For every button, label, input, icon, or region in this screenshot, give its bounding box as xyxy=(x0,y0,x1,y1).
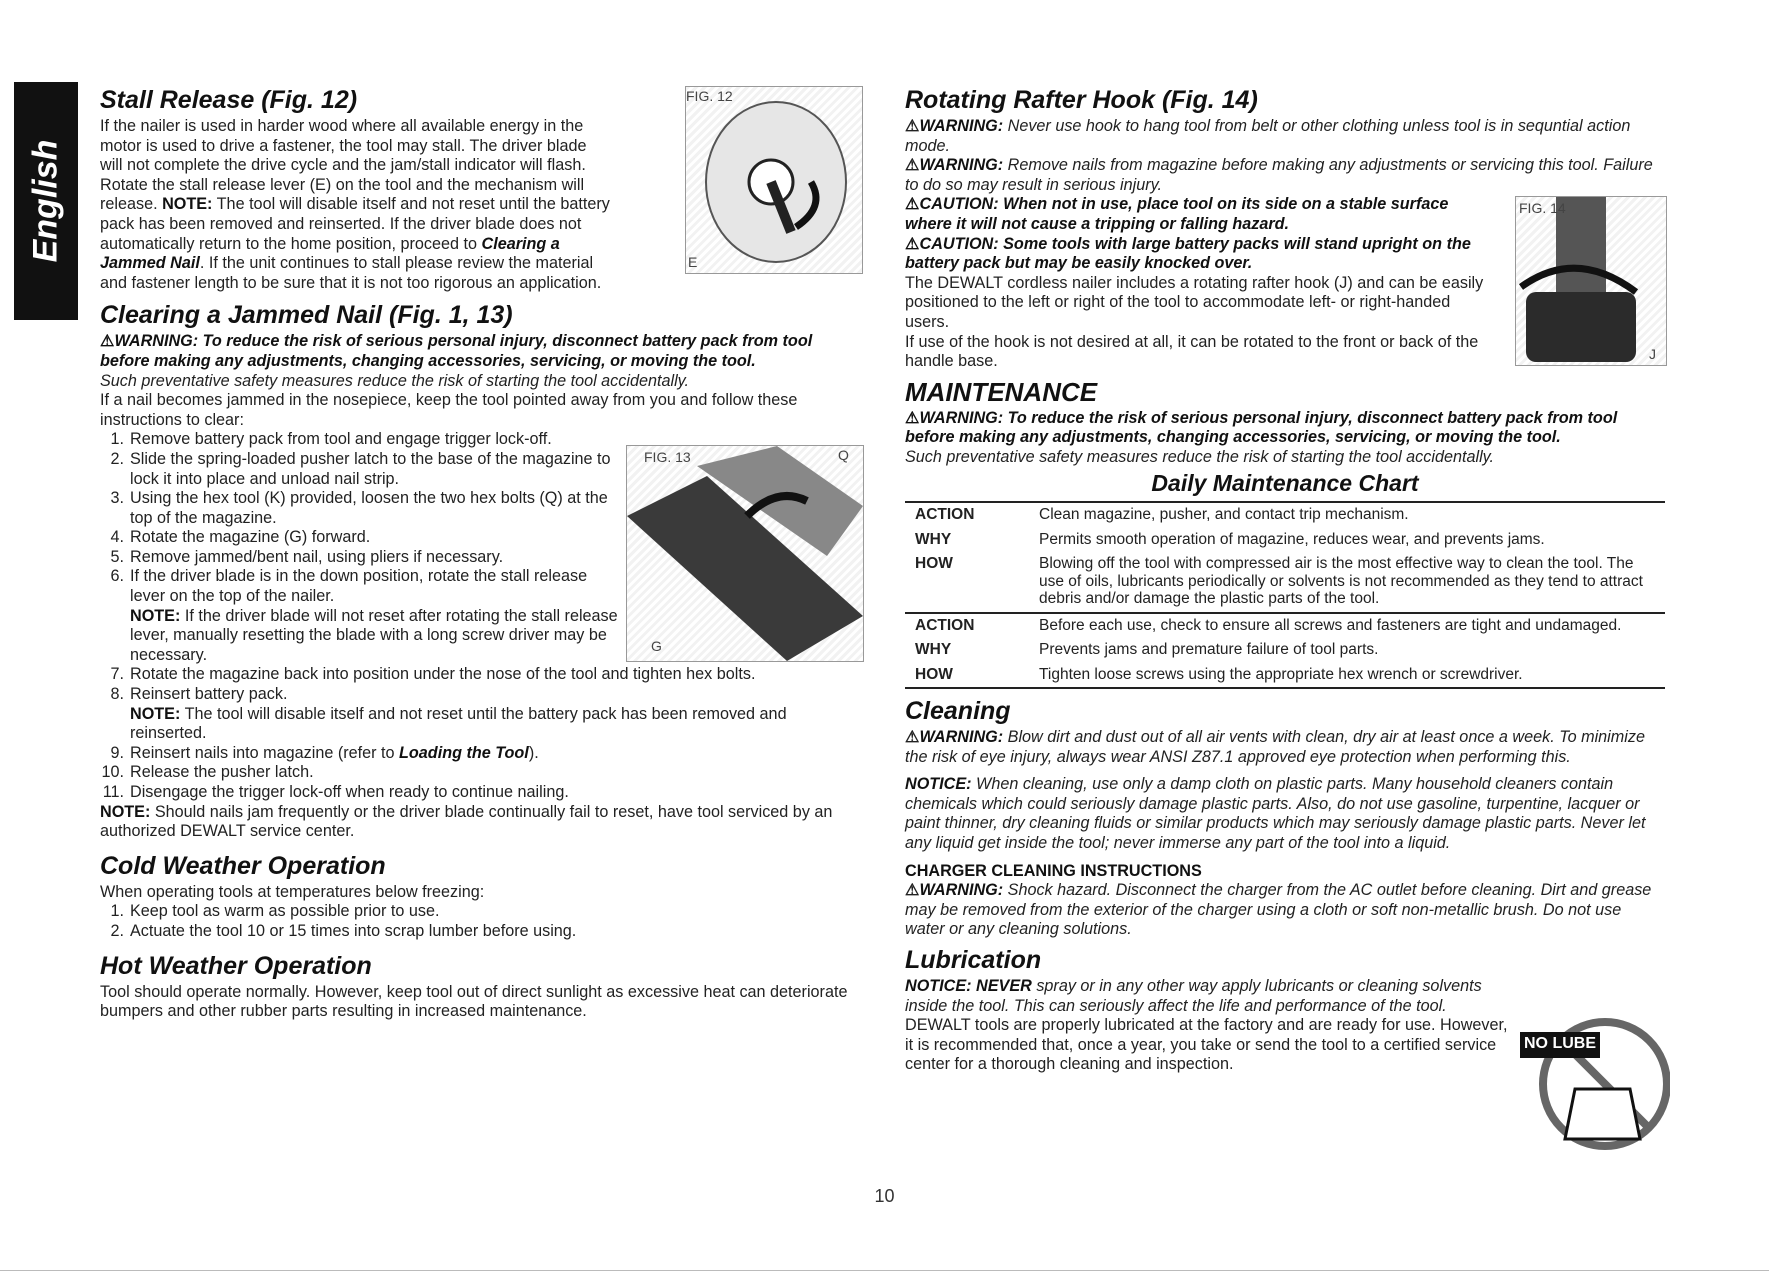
lubrication-title: Lubrication xyxy=(905,946,1042,975)
table-row: HOW Tighten loose screws using the appropriate hex wrench or screwdriver. xyxy=(915,665,1523,683)
warning-icon: ⚠ xyxy=(905,156,920,175)
figure-13-image xyxy=(626,445,864,662)
hot-weather-section: Hot Weather Operation Tool should operate normally. However, keep tool out of direct sunlight as excessive heat can deteriorate bumpers and other rubber parts resulting in increased maintenance. xyxy=(100,952,864,1022)
rafter-hook-section: Rotating Rafter Hook (Fig. 14) ⚠WARNING: Never use hook to hang tool from belt or other clothing unless tool is in sequntial action mode. ⚠WARNING: Remove nails from magazine before making any adjustments or servicing this tool. Failure to do so may result in serious injury. ⚠CAUTION: When not in use, place tool on its side on a stable surface where it will not cause a tripping or falling hazard. ⚠CAUTION: Some tools with large battery packs will stand upright on the battery pack but may be easily knocked over. The DEWALT cordless nailer includes a rotating rafter hook (J) and can be easily positioned to the left or right of the tool to accommodate left- or right-handed users. If use of the hook is not desired at all, it can be rotated to the front or back of the handle base. xyxy=(905,86,1665,372)
caution-icon: ⚠ xyxy=(905,195,920,214)
maintenance-section: MAINTENANCE ⚠WARNING: To reduce the risk of serious personal injury, disconnect battery pack from tool before making any adjustments, changing accessories, servicing, or moving the tool. Such preventative safety measures reduce the risk of starting the tool accidentally. xyxy=(905,378,1665,468)
list-item: 7. Rotate the magazine back into position under the nose of the tool and tighten hex bolts. xyxy=(110,665,756,684)
bottom-rule xyxy=(0,1270,1769,1271)
no-lube-icon xyxy=(1520,1004,1670,1152)
rafter-hook-title: Rotating Rafter Hook (Fig. 14) xyxy=(905,86,1258,114)
figure-12-callout: E xyxy=(688,254,698,270)
list-item: 5. Remove jammed/bent nail, using pliers if necessary. xyxy=(110,547,504,566)
list-item: 4. Rotate the magazine (G) forward. xyxy=(110,528,371,547)
figure-12-label: FIG. 12 xyxy=(686,88,733,104)
lubrication-section: Lubrication NOTICE: NEVER spray or in any other way apply lubricants or cleaning solvents inside the tool. This can seriously affect the life and performance of the tool. DEWALT tools are properly lubricated at the factory and are ready for use. However, it is recommended that, once a year, you take or send the tool to a certified service center for a thorough cleaning and inspection. xyxy=(905,946,1665,1075)
stall-release-body: If the nailer is used in harder wood where all available energy in the motor is used to drive a fastener, the tool may stall. The driver blade will not complete the drive cycle and the jam/stall indicator will flash. Rotate the stall release lever (E) on the tool and the mechanism will release. NOTE: The tool will disable itself and not reset until the battery pack has been removed and reinserted. If the driver blade does not automatically return to the home position, proceed to Clearing a Jammed Nail. If the unit continues to stall please review the material and fastener length to be sure that it is not too rigorous an application. xyxy=(100,117,610,292)
figure-14-image xyxy=(1515,196,1667,366)
list-item: 2. Slide the spring-loaded pusher latch to the base of the magazine to lock it into place and unload nail strip. xyxy=(110,449,611,488)
hot-weather-title: Hot Weather Operation xyxy=(100,951,372,980)
figure-13-callout-g: G xyxy=(651,638,662,654)
maintenance-chart xyxy=(905,469,1665,690)
cold-weather-section: Cold Weather Operation When operating tools at temperatures below freezing: 1. Keep tool as warm as possible prior to use. 2. Actuate the tool 10 or 15 times into scrap lumber before using. xyxy=(100,852,864,942)
list-item: 9. Reinsert nails into magazine (refer to Loading the Tool). xyxy=(110,743,539,762)
clearing-steps xyxy=(100,430,620,665)
clearing-warning: ⚠WARNING: To reduce the risk of serious personal injury, disconnect battery pack from tool before making any adjustments, changing accessories, servicing, or moving the tool. xyxy=(100,332,813,370)
warning-icon: ⚠ xyxy=(905,728,920,747)
chart-title: Daily Maintenance Chart xyxy=(1151,469,1419,496)
list-item: 8. Reinsert battery pack. NOTE: The tool will disable itself and not reset until the battery pack has been removed and reinserted. xyxy=(110,685,787,743)
warning-icon: ⚠ xyxy=(905,408,920,427)
stall-release-title: Stall Release (Fig. 12) xyxy=(100,86,358,114)
page-number: 10 xyxy=(874,1186,895,1206)
cleaning-title: Cleaning xyxy=(905,697,1011,726)
warning-icon: ⚠ xyxy=(905,117,920,135)
table-row: ACTION Clean magazine, pusher, and contact trip mechanism. xyxy=(915,506,1409,524)
figure-13-label: FIG. 13 xyxy=(644,449,691,465)
clearing-intro: If a nail becomes jammed in the nosepiece, keep the tool pointed away from you and follow these instructions to clear: xyxy=(100,391,798,429)
language-tab: English xyxy=(14,82,78,320)
table-row: HOW Blowing off the tool with compressed air is the most effective way to clean the tool. The use of oils, lubricants periodically or solvents is not recommended as they tend to attract debris and/or damage the plastic parts of the tool. xyxy=(915,555,1643,608)
list-item: 11. Disengage the trigger lock-off when ready to continue nailing. xyxy=(102,783,569,801)
figure-13-callout-q: Q xyxy=(838,447,849,463)
clearing-warning-sub: Such preventative safety measures reduce the risk of starting the tool accidentally. xyxy=(100,371,690,390)
clearing-steps-continued xyxy=(100,665,864,802)
list-item: 2. Actuate the tool 10 or 15 times into scrap lumber before using. xyxy=(110,921,577,940)
warning-icon: ⚠ xyxy=(905,881,920,900)
maintenance-title: MAINTENANCE xyxy=(905,376,1098,407)
table-row: WHY Permits smooth operation of magazine, reduces wear, and prevents jams. xyxy=(915,530,1545,548)
no-lube-badge: NO LUBE xyxy=(1524,1035,1596,1052)
caution-icon: ⚠ xyxy=(905,234,920,253)
list-item: 1. Keep tool as warm as possible prior to use. xyxy=(110,902,440,921)
warning-icon: ⚠ xyxy=(100,332,115,351)
clearing-jam-title: Clearing a Jammed Nail (Fig. 1, 13) xyxy=(100,301,513,330)
figure-14-label: FIG. 14 xyxy=(1519,200,1566,216)
table-row: WHY Prevents jams and premature failure of tool parts. xyxy=(915,641,1379,659)
list-item: 10. Release the pusher latch. xyxy=(101,763,314,782)
figure-12-image xyxy=(685,86,863,274)
cleaning-section: Cleaning ⚠WARNING: Blow dirt and dust out of all air vents with clean, dry air at least once a week. To minimize the risk of eye injury, always wear ANSI Z87.1 approved eye protection when performing this. NOTICE: When cleaning, use only a damp cloth on plastic parts. Many household cleaners contain chemicals which could seriously damage plastic parts. Also, do not use gasoline, turpentine, lacquer or paint thinner, dry cleaning fluids or similar products which may seriously damage plastic parts. Never let any liquid get inside the tool; never immerse any part of the tool into a liquid. CHARGER CLEANING INSTRUCTIONS ⚠WARNING: Shock hazard. Disconnect the charger from the AC outlet before cleaning. Dirt and grease may be removed from the exterior of the charger using a cloth or soft non-metallic brush. Do not use water or any cleaning solutions. xyxy=(905,697,1665,940)
table-row: ACTION Before each use, check to ensure all screws and fasteners are tight and undamaged. xyxy=(905,613,1665,639)
list-item: 1. Remove battery pack from tool and engage trigger lock-off. xyxy=(110,430,552,449)
list-item: 3. Using the hex tool (K) provided, loosen the two hex bolts (Q) at the top of the magazine. xyxy=(110,489,608,527)
clearing-final-note: NOTE: Should nails jam frequently or the driver blade continually fail to reset, have tool serviced by an authorized DEWALT service center. xyxy=(100,802,833,841)
figure-14-callout: J xyxy=(1649,346,1656,362)
list-item: 6. If the driver blade is in the down position, rotate the stall release lever on the top of the nailer. NOTE: If the driver blade will not reset after rotating the stall release lever, manually resetting the blade with a long screw driver may be necessary. xyxy=(110,567,618,664)
cold-weather-title: Cold Weather Operation xyxy=(100,851,386,880)
